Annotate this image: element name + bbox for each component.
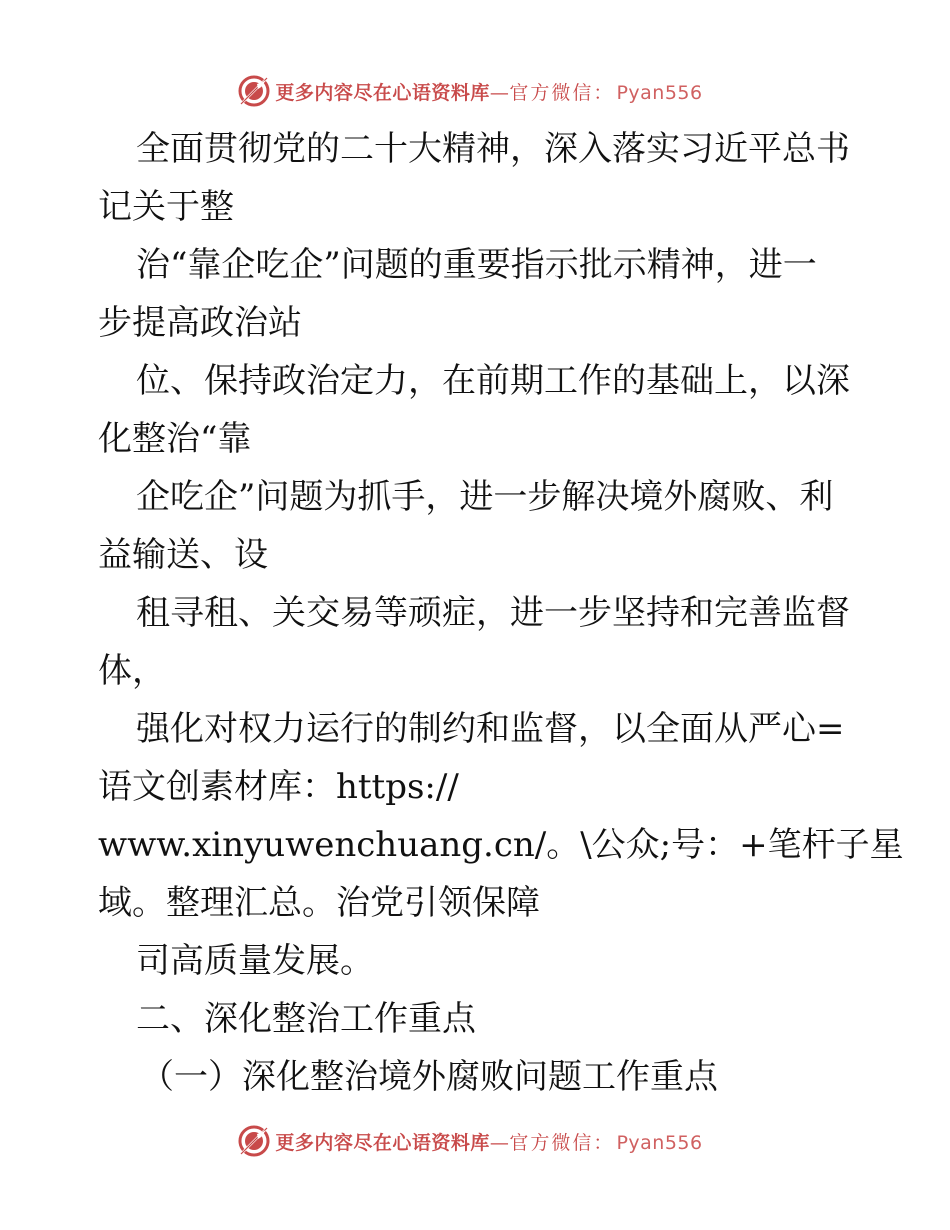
body-line: 企吃企”问题为抓手，进一步解决境外腐败、利 — [136, 477, 834, 517]
body-line: 租寻租、关交易等顽症，进一步坚持和完善监督 — [136, 593, 850, 633]
body-line: 域。整理汇总。治党引领保障 — [98, 883, 540, 923]
body-line: 司高质量发展。 — [136, 941, 374, 981]
banner-dash: — — [489, 81, 510, 104]
banner-dash: — — [489, 1131, 510, 1154]
banner-official-label: 官方微信： — [509, 81, 615, 104]
body-line: www.xinyuwenchuang.cn/。\公众;号：+笔杆子星 — [98, 825, 904, 865]
body-line: 语文创素材库：https:// — [98, 767, 459, 807]
banner-wechat-id: Pyan556 — [616, 81, 703, 104]
banner-wechat-id: Pyan556 — [616, 1131, 703, 1154]
header-watermark-banner — [0, 71, 950, 111]
body-line: 体， — [98, 651, 166, 691]
body-line: 位、保持政治定力，在前期工作的基础上，以深 — [136, 361, 850, 401]
body-line: 记关于整 — [98, 187, 234, 227]
body-line: 化整治“靠 — [98, 419, 252, 459]
body-line: 治“靠企吃企”问题的重要指示批示精神，进一 — [136, 245, 817, 285]
subsection-heading: （一）深化整治境外腐败问题工作重点 — [140, 1057, 718, 1097]
body-line: 强化对权力运行的制约和监督，以全面从严心= — [136, 709, 845, 749]
banner-official-label: 官方微信： — [509, 1131, 615, 1154]
body-line: 步提高政治站 — [98, 303, 302, 343]
body-line: 益输送、设 — [98, 535, 268, 575]
banner-title: 更多内容尽在心语资料库 — [275, 1131, 490, 1154]
quill-seal-logo-icon — [237, 1124, 271, 1158]
body-line: 全面贯彻党的二十大精神，深入落实习近平总书 — [136, 129, 850, 169]
section-heading: 二、深化整治工作重点 — [136, 999, 476, 1039]
document-body — [98, 120, 904, 1106]
banner-title: 更多内容尽在心语资料库 — [275, 81, 490, 104]
footer-watermark-banner — [0, 1121, 950, 1161]
quill-seal-logo-icon — [237, 74, 271, 108]
